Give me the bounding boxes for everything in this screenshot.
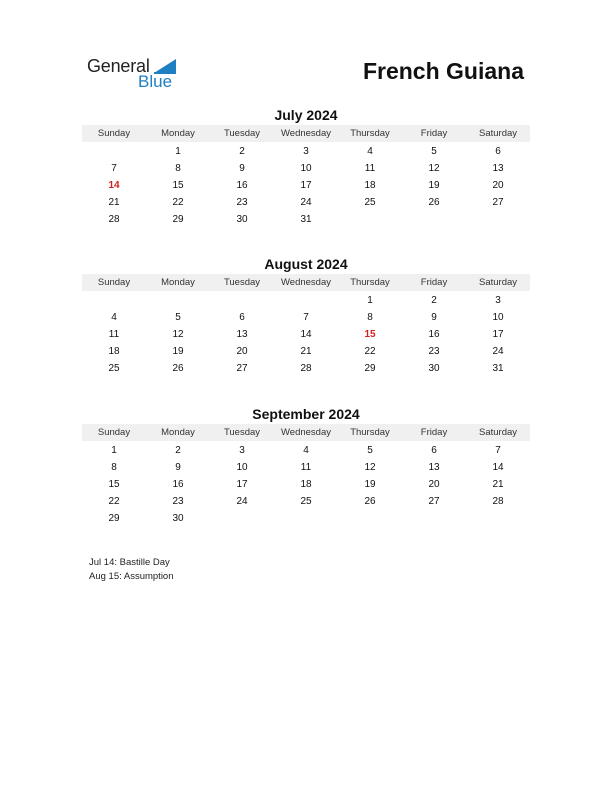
weekday-header [82,274,530,291]
day-cell: 3 [303,146,309,157]
day-cell: 14 [300,329,312,340]
logo-text-general: General [87,56,150,76]
day-cell: 8 [175,163,181,174]
day-cell: 28 [108,214,120,225]
logo-text-blue: Blue [138,72,173,91]
day-cell: 1 [367,295,373,306]
logo-triangle-icon [154,59,176,73]
holiday-day-cell: 14 [108,180,120,191]
day-cell: 12 [428,163,440,174]
day-cell: 17 [236,479,248,490]
day-cell: 10 [300,163,312,174]
day-cell: 22 [108,496,120,507]
day-cell: 1 [111,445,117,456]
day-cell: 21 [108,197,120,208]
weekday-label: Tuesday [223,128,261,139]
day-cell: 15 [108,479,120,490]
day-cell: 12 [172,329,184,340]
weekday-header [82,125,530,142]
week-row [82,177,530,194]
day-cell: 16 [428,329,440,340]
weekday-label: Monday [161,128,195,139]
day-cell: 13 [236,329,248,340]
weekday-label: Tuesday [223,277,261,288]
day-cell: 25 [364,197,376,208]
day-cell: 22 [364,346,376,357]
holiday-day-cell: 15 [364,329,376,340]
day-cell: 18 [108,346,120,357]
day-cell: 19 [364,479,376,490]
day-cell: 25 [300,496,312,507]
day-cell: 9 [431,312,437,323]
week-row [82,211,530,228]
day-cell: 20 [428,479,440,490]
week-row [82,326,530,343]
day-cell: 26 [172,363,184,374]
day-cell: 5 [175,312,181,323]
day-cell: 11 [108,329,120,340]
day-cell: 28 [492,496,504,507]
day-cell: 20 [236,346,248,357]
day-cell: 12 [364,462,376,473]
day-cell: 31 [300,214,312,225]
week-row [82,309,530,326]
day-cell: 20 [492,180,504,191]
day-cell: 5 [367,445,373,456]
day-cell: 10 [236,462,248,473]
holiday-note: Jul 14: Bastille Day [89,557,170,568]
day-cell: 17 [492,329,504,340]
day-cell: 4 [303,445,309,456]
week-row [82,476,530,493]
month-september [82,405,530,527]
week-row [82,459,530,476]
week-row [82,143,530,160]
day-cell: 27 [492,197,504,208]
generalblue-logo [87,56,187,92]
week-row [82,160,530,177]
week-row [82,194,530,211]
day-cell: 3 [239,445,245,456]
day-cell: 9 [239,163,245,174]
month-july [82,106,530,228]
day-cell: 4 [367,146,373,157]
weekday-label: Friday [420,277,448,288]
weekday-label: Wednesday [281,427,331,438]
day-cell: 19 [172,346,184,357]
holiday-notes [89,556,174,584]
holiday-note: Aug 15: Assumption [89,571,174,582]
weekday-label: Saturday [478,277,518,288]
day-cell: 18 [300,479,312,490]
day-cell: 22 [172,197,184,208]
day-cell: 14 [492,462,504,473]
day-cell: 18 [364,180,376,191]
day-cell: 11 [364,163,376,174]
day-cell: 26 [364,496,376,507]
day-cell: 27 [236,363,248,374]
day-cell: 7 [303,312,309,323]
day-cell: 11 [300,462,312,473]
weekday-label: Friday [420,427,448,438]
week-row [82,493,530,510]
day-cell: 24 [300,197,312,208]
day-cell: 21 [300,346,312,357]
day-cell: 30 [428,363,440,374]
day-cell: 30 [236,214,248,225]
week-row [82,510,530,527]
month-title: September 2024 [252,406,360,422]
week-row [82,292,530,309]
weekday-label: Tuesday [223,427,261,438]
day-cell: 25 [108,363,120,374]
day-cell: 8 [111,462,117,473]
day-cell: 8 [367,312,373,323]
day-cell: 31 [492,363,504,374]
day-cell: 29 [364,363,376,374]
week-row [82,343,530,360]
weekday-label: Monday [161,427,195,438]
weekday-label: Saturday [478,128,518,139]
week-row [82,442,530,459]
weekday-label: Thursday [350,277,390,288]
day-cell: 3 [495,295,501,306]
weekday-label: Monday [161,277,195,288]
month-title: July 2024 [274,107,338,123]
day-cell: 16 [172,479,184,490]
day-cell: 29 [172,214,184,225]
weekday-label: Sunday [97,128,131,139]
day-cell: 21 [492,479,504,490]
day-cell: 6 [495,146,501,157]
day-cell: 2 [431,295,437,306]
day-cell: 6 [239,312,245,323]
week-row [82,360,530,377]
day-cell: 16 [236,180,248,191]
day-cell: 24 [492,346,504,357]
day-cell: 23 [428,346,440,357]
month-august [82,255,530,377]
weekday-header [82,424,530,441]
day-cell: 15 [172,180,184,191]
weekday-label: Thursday [350,128,390,139]
weekday-label: Thursday [350,427,390,438]
day-cell: 24 [236,496,248,507]
day-cell: 2 [175,445,181,456]
weekday-label: Saturday [478,427,518,438]
weekday-label: Friday [420,128,448,139]
day-cell: 10 [492,312,504,323]
day-cell: 28 [300,363,312,374]
day-cell: 13 [428,462,440,473]
weekday-label: Sunday [97,277,131,288]
weekday-label: Wednesday [281,128,331,139]
day-cell: 7 [495,445,501,456]
month-title: August 2024 [264,256,348,272]
day-cell: 17 [300,180,312,191]
day-cell: 23 [236,197,248,208]
day-cell: 1 [175,146,181,157]
day-cell: 26 [428,197,440,208]
day-cell: 30 [172,513,184,524]
country-title: French Guiana [362,58,524,84]
day-cell: 23 [172,496,184,507]
weekday-label: Sunday [97,427,131,438]
day-cell: 6 [431,445,437,456]
day-cell: 7 [111,163,117,174]
day-cell: 9 [175,462,181,473]
weekday-label: Wednesday [281,277,331,288]
day-cell: 13 [492,163,504,174]
day-cell: 2 [239,146,245,157]
day-cell: 19 [428,180,440,191]
day-cell: 5 [431,146,437,157]
day-cell: 27 [428,496,440,507]
day-cell: 4 [111,312,117,323]
day-cell: 29 [108,513,120,524]
